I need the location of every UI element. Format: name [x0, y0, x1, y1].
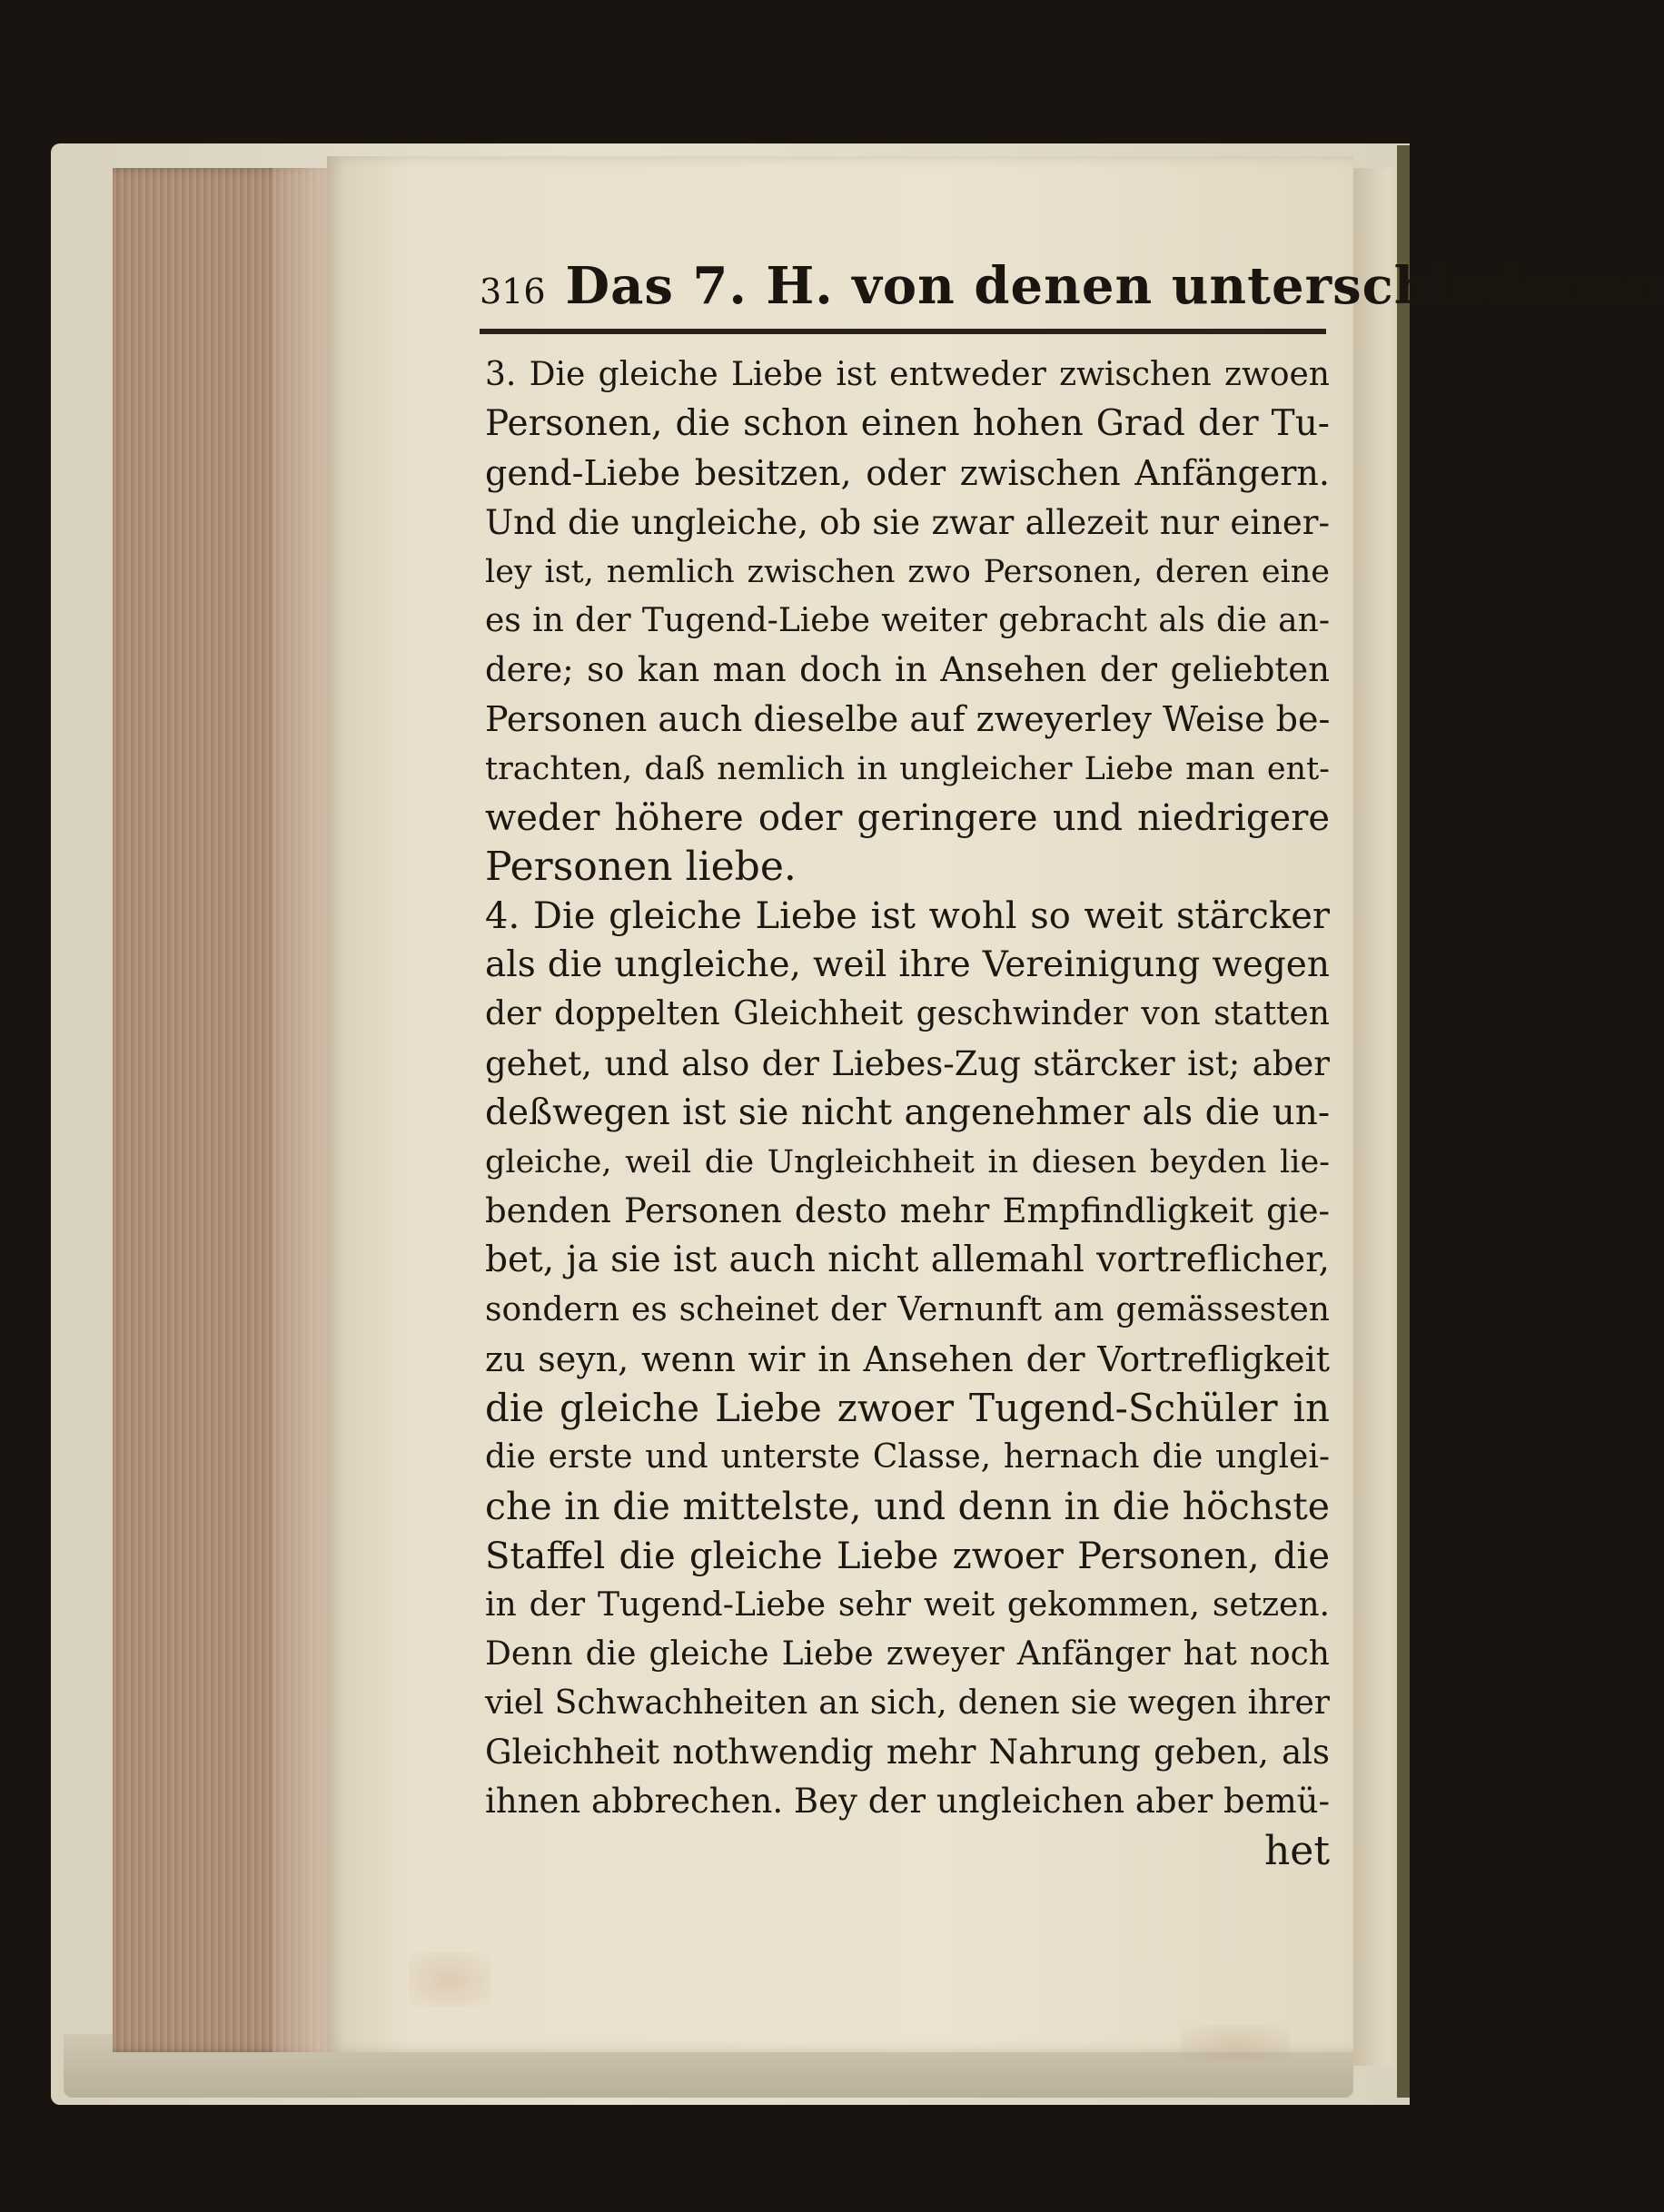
text-line: bet, ja sie ist auch nicht allemahl vortreflicher, [485, 1239, 1330, 1281]
text-line: die erste und unterste Classe, hernach die unglei- [485, 1438, 1330, 1476]
header-rule [480, 329, 1326, 334]
text-line: Personen liebe. [485, 843, 797, 890]
text-line: trachten, daß nemlich in ungleicher Liebe man ent- [485, 750, 1330, 787]
text-line: 4. Die gleiche Liebe ist wohl so weit stärcker [485, 895, 1330, 938]
text-line: Denn die gleiche Liebe zweyer Anfänger hat noch [485, 1634, 1330, 1673]
text-line: Und die ungleiche, ob sie zwar allezeit nur einer- [485, 502, 1330, 542]
text-line: gehet, und also der Liebes-Zug stärcker ist; aber [485, 1043, 1330, 1083]
page-number: 316 [480, 272, 546, 311]
text-line: ley ist, nemlich zwischen zwo Personen, deren eine [485, 553, 1330, 590]
text-line: zu seyn, wenn wir in Ansehen der Vortrefligkeit [485, 1338, 1330, 1379]
text-line: Personen auch dieselbe auf zweyerley Weise be- [485, 699, 1331, 740]
text-line: als die ungleiche, weil ihre Vereinigung wegen [485, 944, 1330, 986]
text-line: in der Tugend-Liebe sehr weit gekommen, setzen. [485, 1585, 1330, 1624]
text-line: ihnen abbrechen. Bey der ungleichen aber bemü- [485, 1782, 1330, 1822]
text-line: deßwegen ist sie nicht angenehmer als die un- [485, 1091, 1330, 1133]
text-line: gend-Liebe besitzen, oder zwischen Anfängern. [485, 453, 1330, 494]
text-line: dere; so kan man doch in Ansehen der geliebten [485, 650, 1330, 690]
text-line: gleiche, weil die Ungleichheit in diesen beyden lie- [485, 1144, 1330, 1180]
text-line: che in die mittelste, und denn in die höchste [485, 1485, 1330, 1529]
text-line: 3. Die gleiche Liebe ist entweder zwischen zwoen [485, 356, 1330, 393]
foxing-stain [409, 1952, 490, 2007]
running-head: Das 7. H. von denen unterschiedenen [565, 256, 1664, 316]
text-line: weder höhere oder geringere und niedrigere [485, 796, 1330, 839]
text-line: die gleiche Liebe zwoer Tugend-Schüler in [485, 1385, 1330, 1430]
foxing-stain [1181, 2025, 1290, 2061]
text-line: der doppelten Gleichheit geschwinder von statten [485, 995, 1330, 1033]
text-line: sondern es scheinet der Vernunft am gemässesten [485, 1290, 1330, 1328]
text-line: Gleichheit nothwendig mehr Nahrung geben, als [485, 1733, 1330, 1773]
body-text [485, 351, 1330, 1876]
page-edges-highlight [272, 168, 331, 2052]
text-line: es in der Tugend-Liebe weiter gebracht als die an- [485, 601, 1330, 639]
text-line: benden Personen desto mehr Empfindligkeit gie- [485, 1191, 1330, 1231]
text-line: Personen, die schon einen hohen Grad der Tu- [485, 403, 1330, 445]
catchword: het [1263, 1827, 1330, 1874]
text-line: viel Schwachheiten an sich, denen sie wegen ihrer [485, 1684, 1330, 1723]
page-header [480, 256, 1664, 321]
text-line: Staffel die gleiche Liebe zwoer Personen, die [485, 1535, 1330, 1577]
spine-cloth [1397, 145, 1410, 2098]
